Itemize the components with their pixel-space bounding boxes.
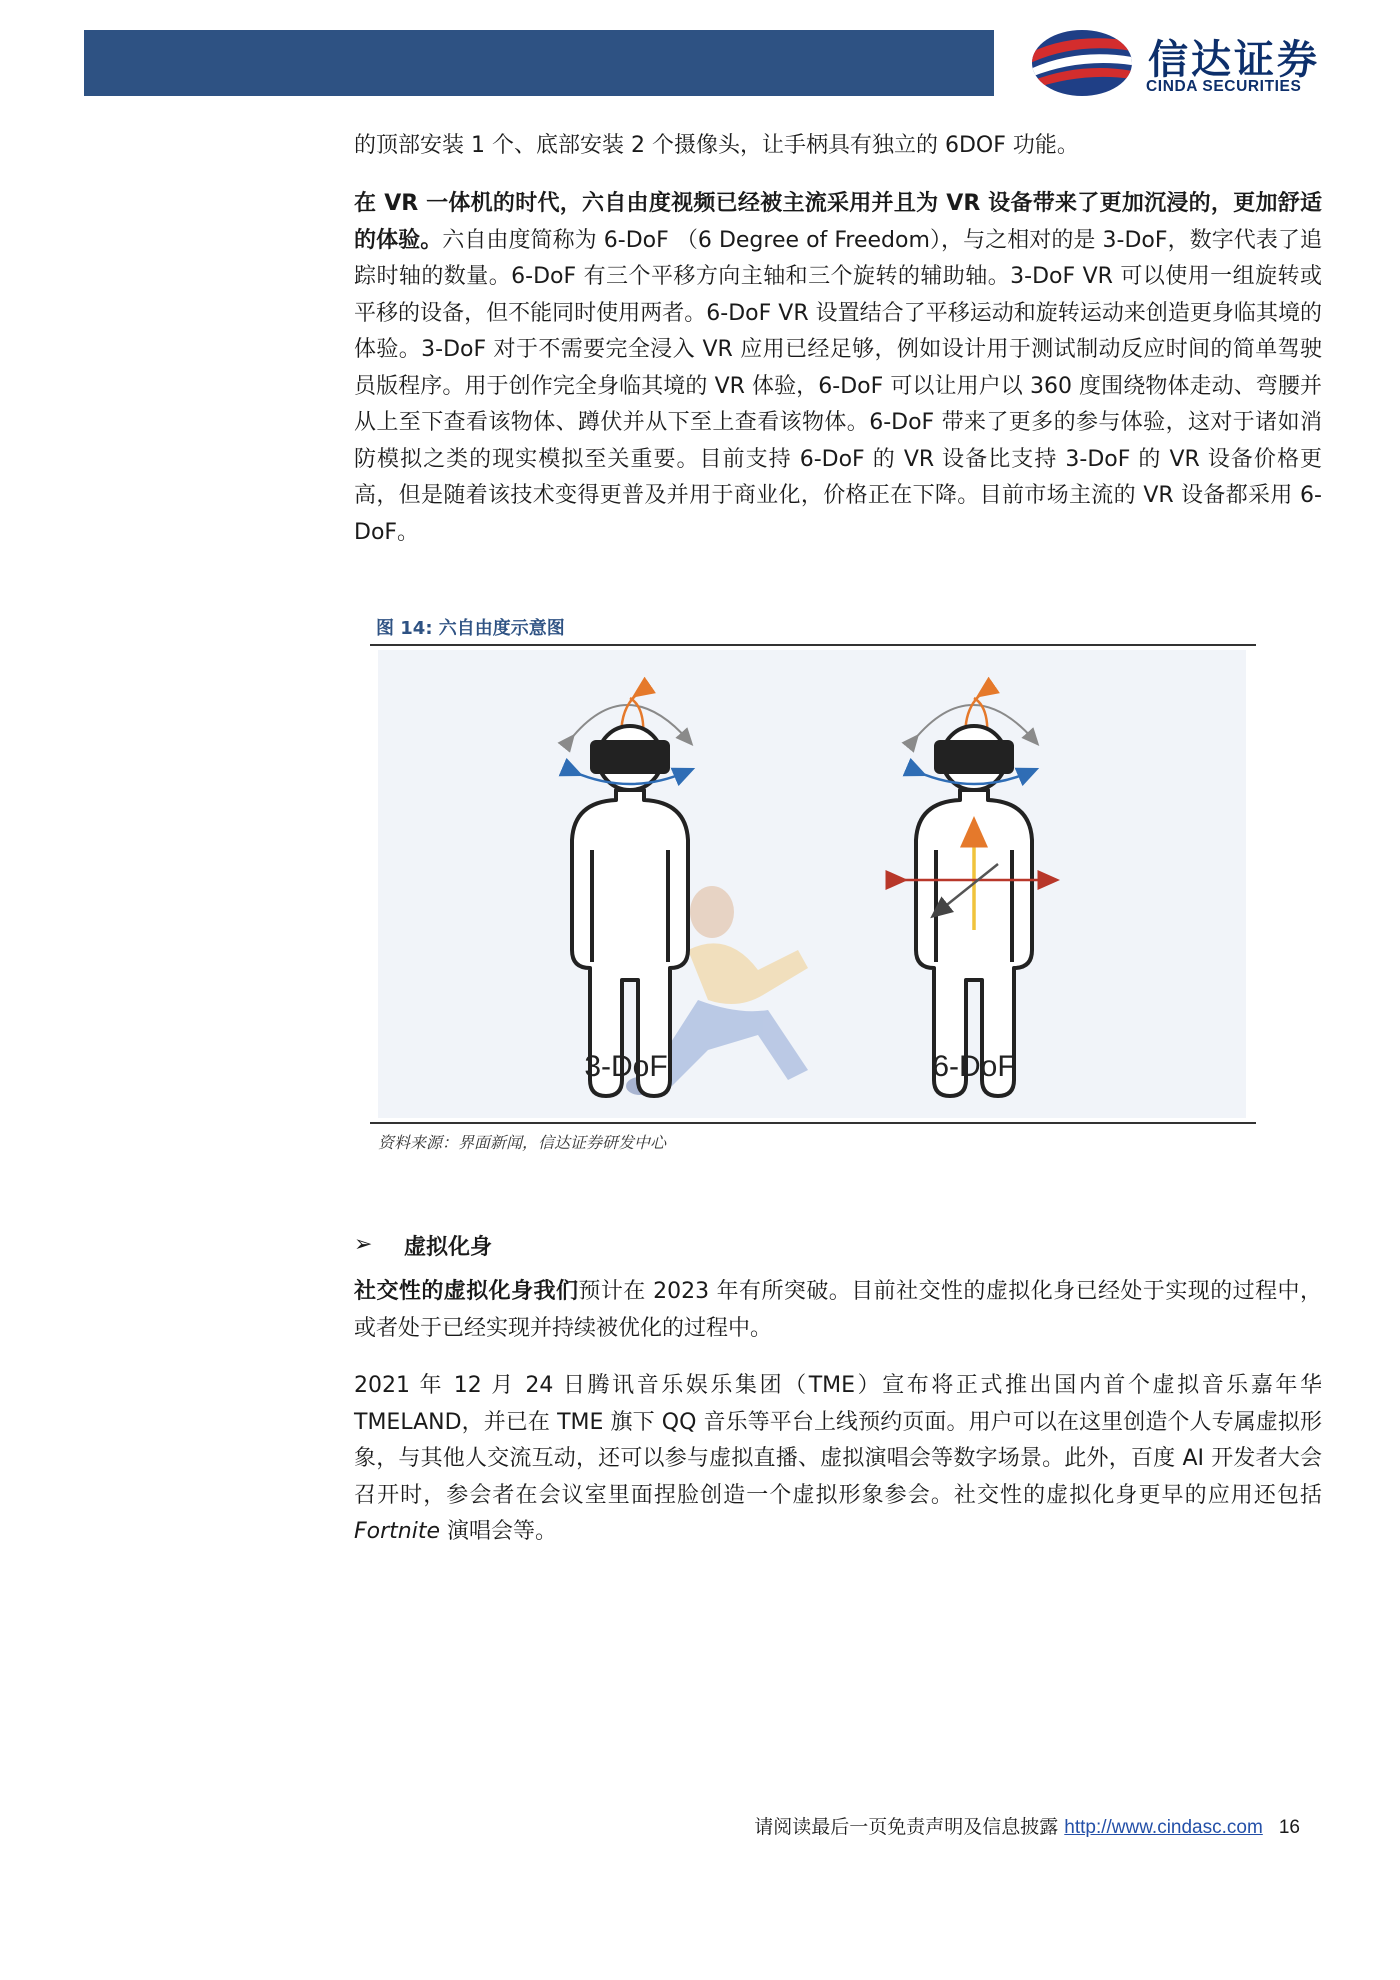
cinda-logo bbox=[1020, 26, 1360, 100]
dof-figure bbox=[378, 650, 1246, 1118]
figure-bottom-rule bbox=[370, 1122, 1256, 1124]
figure-title: 图 14: 六自由度示意图 bbox=[376, 618, 565, 639]
paragraph-2 bbox=[354, 186, 1322, 551]
paragraph-3-body: 预计在 2023 年有所突破。目前社交性的虚拟化身已经处于实现的过程中，或者处于已经实现并持续被优化的过程中。 bbox=[354, 1279, 1322, 1341]
paragraph-2-body: 六自由度简称为 6-DoF （6 Degree of Freedom），与之相对的是 3-DoF，数字代表了追踪时轴的数量。6-DoF 有三个平移方向主轴和三个旋转的辅助轴。3-DoF VR 可以使用一组旋转或平移的设备，但不能同时使用两者。6-DoF VR 设置结合了平移运动和旋转运动来创造更身临其境的体验。3-DoF 对于不需要完全浸入 VR 应用已经足够，例如设计用于测试制动反应时间的简单驾驶员版程序。用于创作完全身临其境的 VR 体验，6-DoF 可以让用户以 360 度围绕物体走动、弯腰并从上至下查看该物体、蹲伏并从下至上查看该物体。6-DoF 带来了更多的参与体验，这对于诸如消防模拟之类的现实模拟至关重要。目前支持 6-DoF 的 VR 设备比支持 3-DoF 的 VR 设备价格更高，但是随着该技术变得更普及并用于商业化，价格正在下降。目前市场主流的 VR 设备都采用 6-DoF。 bbox=[354, 227, 1322, 545]
header-bar bbox=[84, 30, 994, 96]
bullet-arrow-icon: ➢ bbox=[354, 1232, 373, 1257]
cinda-logo-mark-icon bbox=[1020, 26, 1140, 100]
figure-source: 资料来源：界面新闻，信达证券研发中心 bbox=[378, 1133, 667, 1152]
paragraph-3-lead: 社交性的虚拟化身我们 bbox=[354, 1279, 579, 1304]
paragraph-4-fortnite: Fortnite bbox=[354, 1519, 441, 1544]
figure-top-rule bbox=[370, 644, 1256, 646]
page-number: 16 bbox=[1278, 1817, 1300, 1838]
footer-disclaimer: 请阅读最后一页免责声明及信息披露 bbox=[754, 1816, 1059, 1838]
label-3dof: 3-DoF bbox=[584, 1050, 668, 1083]
paragraph-2-lead: 在 VR 一体机的时代，六自由度视频已经被主流采用并且为 VR 设备带来了更加沉浸的，更加舒适的体验。 bbox=[354, 191, 1322, 253]
paragraph-1: 的顶部安装 1 个、底部安装 2 个摄像头，让手柄具有独立的 6DOF 功能。 bbox=[354, 133, 1079, 158]
paragraph-4-body: 2021 年 12 月 24 日腾讯音乐娱乐集团（TME）宣布将正式推出国内首个虚拟音乐嘉年华 TMELAND，并已在 TME 旗下 QQ 音乐等平台上线预约页面。用户可以在这里创造个人专属虚拟形象，与其他人交流互动，还可以参与虚拟直播、虚拟演唱会等数字场景。此外，百度 AI 开发者大会召开时，参会者在会议室里面捏脸创造一个虚拟形象参会。社交性的虚拟化身更早的应用还包括 bbox=[354, 1373, 1322, 1508]
paragraph-4-end: 演唱会等。 bbox=[440, 1519, 558, 1544]
section-heading: 虚拟化身 bbox=[404, 1235, 493, 1260]
paragraph-3 bbox=[354, 1274, 1322, 1347]
paragraph-4 bbox=[354, 1368, 1322, 1551]
footer bbox=[700, 1812, 1300, 1839]
footer-website-link[interactable]: http://www.cindasc.com bbox=[1064, 1817, 1263, 1838]
label-6dof: 6-DoF bbox=[932, 1050, 1016, 1083]
logo-english-name: CINDA SECURITIES bbox=[1146, 78, 1302, 95]
logo-chinese-name: 信达证券 bbox=[1148, 37, 1320, 83]
